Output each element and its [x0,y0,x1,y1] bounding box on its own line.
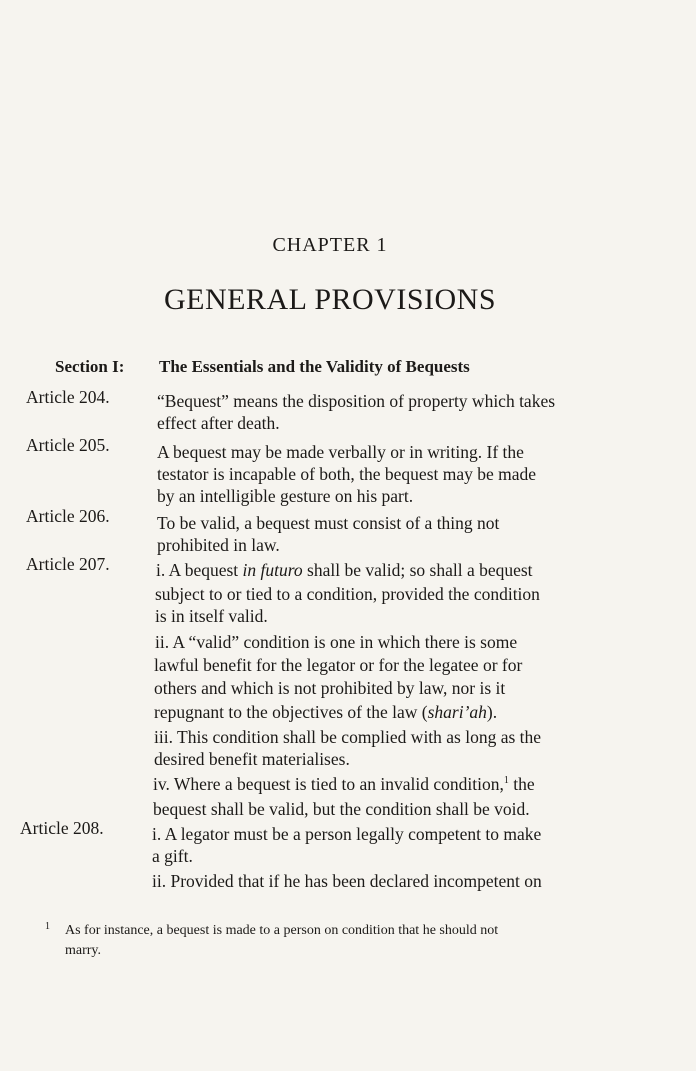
article-text-line: desired benefit materialises. [154,749,350,769]
article-text-line: subject to or tied to a condition, provided the condition [155,584,540,604]
footnote-mark: 1 [45,921,50,932]
text-run: the [508,774,535,794]
footnote-text-line: marry. [65,943,102,958]
section-label: Section I: [55,357,125,376]
article-label: Article 206. [26,506,110,526]
article-text-line: To be valid, a bequest must consist of a thing not [157,513,500,533]
article-label: Article 204. [26,387,110,407]
article-text-line: bequest shall be valid, but the condition shall be void. [153,799,530,819]
text-run: iv. Where a bequest is tied to an invalid condition, [153,774,504,794]
footnote-reference: 1 [503,775,509,787]
article-label: Article 207. [26,554,110,574]
article-text-line: is in itself valid. [155,606,268,626]
article-text-line: ii. Provided that if he has been declared incompetent on [152,871,542,891]
article-text-line: A bequest may be made verbally or in writing. If the [157,442,524,462]
text-run: ). [486,702,498,722]
article-text-line: lawful benefit for the legator or for the legatee or for [154,655,523,675]
italic-term: in futuro [242,560,303,580]
article-text-line: iii. This condition shall be complied with as long as the [154,727,542,747]
chapter-number: CHAPTER 1 [272,234,388,256]
article-text-line: ii. A “valid” condition is one in which there is some [155,632,518,652]
article-text-line: others and which is not prohibited by law, nor is it [154,678,506,698]
article-text-line: testator is incapable of both, the bequest may be made [157,464,537,484]
article-label: Article 205. [26,435,110,455]
article-text-line: “Bequest” means the disposition of property which takes [157,391,556,411]
article-text-line: a gift. [152,846,193,866]
article-text-line [154,701,497,723]
footnote-text-line: As for instance, a bequest is made to a person on condition that he should not [65,923,499,938]
text-run: i. A bequest [156,560,243,580]
article-text-line [156,559,533,581]
text-run: repugnant to the objectives of the law ( [154,702,428,722]
article-text-line: i. A legator must be a person legally competent to make [152,824,542,844]
article-label: Article 208. [20,818,104,838]
section-title: The Essentials and the Validity of Bequests [159,357,470,376]
article-text-line: effect after death. [157,413,280,433]
article-text-line: by an intelligible gesture on his part. [157,486,414,506]
article-text-line: prohibited in law. [157,535,280,555]
chapter-title: GENERAL PROVISIONS [163,283,497,316]
text-run: shall be valid; so shall a bequest [302,560,533,580]
italic-term: shari’ah [427,702,487,722]
article-text-line [153,773,535,795]
